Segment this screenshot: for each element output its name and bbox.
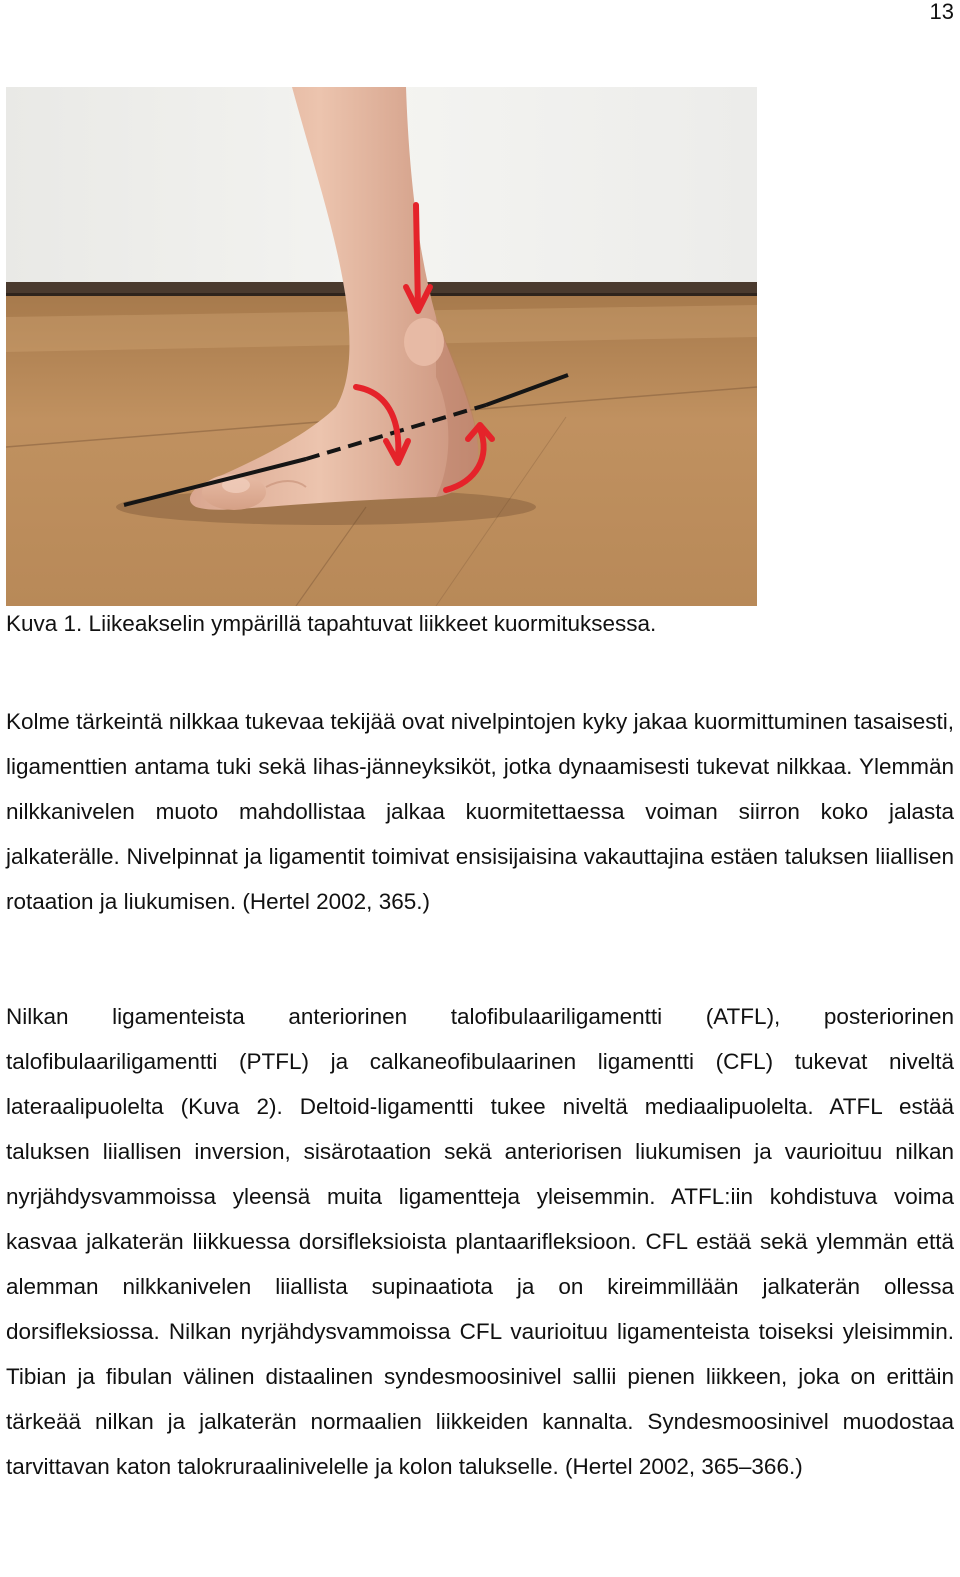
down-arrow-icon bbox=[416, 205, 418, 309]
paragraph-1: Kolme tärkeintä nilkkaa tukevaa tekijää ovat nivelpintojen kyky jakaa kuormittuminen tasaisesti, ligamenttien antama tuki sekä lihas-jänneyksiköt, jotka dynaamisesti tukevat nilkkaa. Ylemmän nilkkanivelen muoto mahdollistaa jalkaa kuormitettaessa voiman siirron koko jalasta jalkaterälle. Nivelpinnat ja ligamentit toimivat ensisijaisina vakauttajina estäen taluksen liiallisen rotaation ja liukumisen. (Hertel 2002, 365.) bbox=[6, 709, 954, 914]
ankle-photo bbox=[6, 87, 757, 606]
page-number: 13 bbox=[929, 0, 954, 24]
paragraph-2: Nilkan ligamenteista anteriorinen talofibulaariligamentti (ATFL), posteriorinen talofibulaariligamentti (PTFL) ja calkaneofibulaarinen ligamentti (CFL) tukevat niveltä lateraalipuolelta (Kuva 2). Deltoid-ligamentti tukee niveltä mediaalipuolelta. ATFL estää taluksen liiallisen inversion, sisärotaation sekä anteriorisen liukumisen ja vaurioituu nilkan nyrjähdysvammoissa yleensä muita ligamentteja yleisemmin. ATFL:iin kohdistuva voima kasvaa jalkaterän liikkuessa dorsifleksioista plantaarifleksioon. CFL estää sekä ylemmän että alemman nilkkanivelen liiallista supinaatiota ja on kireimmillään jalkaterän ollessa dorsifleksiossa. Nilkan nyrjähdysvammoissa CFL vaurioituu ligamenteista toiseksi yleisimmin. Tibian ja fibulan välinen distaalinen syndesmoosinivel sallii pienen liikkeen, joka on erittäin tärkeää nilkan ja jalkaterän normaalien liikkeiden kannalta. Syndesmoosinivel muodostaa tarvittavan katon talokruraalinivelelle ja kolon talukselle. (Hertel 2002, 365–366.) bbox=[6, 1004, 954, 1479]
figure-caption: Kuva 1. Liikeakselin ympärillä tapahtuvat liikkeet kuormituksessa. bbox=[6, 611, 657, 636]
ankle-photo-illustration bbox=[6, 87, 757, 606]
